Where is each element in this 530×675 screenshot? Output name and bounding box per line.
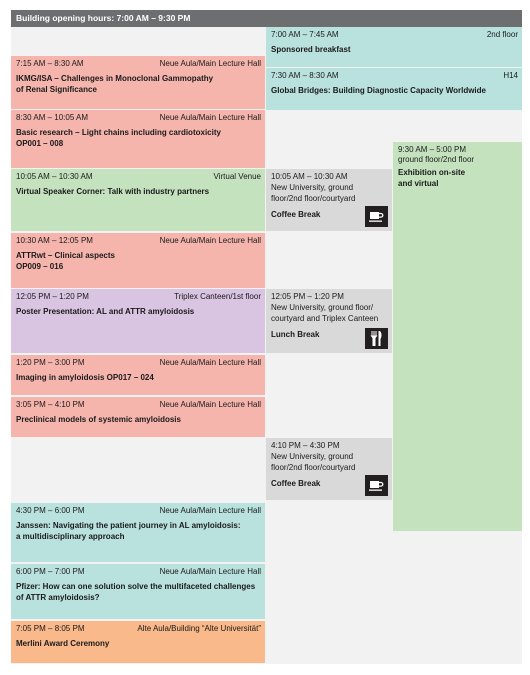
session-location: ground floor/2nd floor (398, 155, 475, 164)
session-title-line1: Exhibition on-site (398, 168, 466, 177)
session-title-line1: Basic research – Light chains including cardiotoxicity (16, 128, 221, 137)
session-time: 7:05 PM – 8:05 PM (16, 624, 85, 633)
session-sponsored-breakfast[interactable] (266, 27, 522, 67)
session-time: 6:00 PM – 7:00 PM (16, 567, 85, 576)
session-location: Triplex Canteen/1st floor (174, 292, 261, 301)
session-title: Preclinical models of systemic amyloidosis (16, 415, 181, 424)
session-location: Neue Aula/Main Lecture Hall (159, 567, 261, 576)
break-title: Lunch Break (271, 330, 320, 339)
session-title: Global Bridges: Building Diagnostic Capacity Worldwide (271, 86, 486, 95)
session-basic-research[interactable] (11, 110, 265, 168)
session-time: 9:30 AM – 5:00 PM (398, 145, 467, 154)
break-location-line2: courtyard and Triplex Canteen (271, 314, 379, 323)
break-lunch[interactable] (266, 289, 392, 353)
session-title-line2: OP001 – 008 (16, 139, 64, 148)
session-location: Neue Aula/Main Lecture Hall (159, 236, 261, 245)
break-time: 4:10 PM – 4:30 PM (271, 441, 340, 450)
session-imaging[interactable] (11, 355, 265, 395)
session-time: 7:00 AM – 7:45 AM (271, 30, 339, 39)
session-time: 3:05 PM – 4:10 PM (16, 400, 85, 409)
session-ikmg-isa[interactable] (11, 56, 265, 109)
session-title: Poster Presentation: AL and ATTR amyloidosis (16, 307, 195, 316)
session-virtual-speaker-corner[interactable] (11, 169, 265, 231)
session-title: Virtual Speaker Corner: Talk with industry partners (16, 187, 210, 196)
break-coffee-morning[interactable] (266, 169, 392, 231)
break-location-line1: New University, ground floor/ (271, 303, 374, 312)
session-title-line2: and virtual (398, 179, 439, 188)
break-title: Coffee Break (271, 210, 321, 219)
session-location: Neue Aula/Main Lecture Hall (159, 506, 261, 515)
session-title-line2: a multidisciplinary approach (16, 532, 125, 541)
break-location-line1: New University, ground (271, 183, 354, 192)
session-title-line2: of Renal Significance (16, 85, 97, 94)
session-title: Merlini Award Ceremony (16, 639, 110, 648)
session-attrwt-clinical[interactable] (11, 233, 265, 288)
coffee-cup-icon (365, 475, 388, 496)
coffee-cup-icon (365, 206, 388, 227)
break-coffee-afternoon[interactable] (266, 438, 392, 500)
break-time: 12:05 PM – 1:20 PM (271, 292, 344, 301)
session-location: Neue Aula/Main Lecture Hall (159, 400, 261, 409)
session-merlini-award[interactable] (11, 621, 265, 663)
session-time: 12:05 PM – 1:20 PM (16, 292, 89, 301)
session-location: 2nd floor (486, 30, 518, 39)
break-location-line2: floor/2nd floor/courtyard (271, 463, 356, 472)
session-time: 8:30 AM – 10:05 AM (16, 113, 89, 122)
session-title-line1: IKMG/ISA – Challenges in Monoclonal Gammopathy (16, 74, 214, 83)
opening-hours-header: Building opening hours: 7:00 AM – 9:30 PM (11, 10, 522, 27)
session-time: 7:15 AM – 8:30 AM (16, 59, 84, 68)
session-title-line2: OP009 – 016 (16, 262, 64, 271)
session-janssen[interactable] (11, 503, 265, 562)
session-time: 7:30 AM – 8:30 AM (271, 71, 339, 80)
session-pfizer[interactable] (11, 564, 265, 619)
session-location: Neue Aula/Main Lecture Hall (159, 59, 261, 68)
session-title: Imaging in amyloidosis OP017 – 024 (16, 373, 154, 382)
break-location-line1: New University, ground (271, 452, 354, 461)
session-global-bridges[interactable] (266, 68, 522, 110)
fork-knife-icon (365, 328, 388, 349)
session-time: 4:30 PM – 6:00 PM (16, 506, 85, 515)
session-time: 10:30 AM – 12:05 PM (16, 236, 93, 245)
session-poster-presentation[interactable] (11, 289, 265, 353)
session-title-line1: Janssen: Navigating the patient journey in AL amyloidosis: (16, 521, 241, 530)
session-title-line1: ATTRwt – Clinical aspects (16, 251, 115, 260)
session-title-line2: of ATTR amyloidosis? (16, 593, 100, 602)
session-location: Neue Aula/Main Lecture Hall (159, 113, 261, 122)
session-title-line1: Pfizer: How can one solution solve the multifaceted challenges (16, 582, 256, 591)
break-time: 10:05 AM – 10:30 AM (271, 172, 348, 181)
break-location-line2: floor/2nd floor/courtyard (271, 194, 356, 203)
session-time: 10:05 AM – 10:30 AM (16, 172, 93, 181)
session-preclinical-models[interactable] (11, 397, 265, 437)
session-location: Virtual Venue (213, 172, 261, 181)
session-exhibition[interactable] (393, 142, 522, 531)
session-location: Neue Aula/Main Lecture Hall (159, 358, 261, 367)
session-time: 1:20 PM – 3:00 PM (16, 358, 85, 367)
session-title: Sponsored breakfast (271, 45, 351, 54)
session-location: Alte Aula/Building “Alte Universität” (137, 624, 261, 633)
break-title: Coffee Break (271, 479, 321, 488)
session-location: H14 (503, 71, 518, 80)
